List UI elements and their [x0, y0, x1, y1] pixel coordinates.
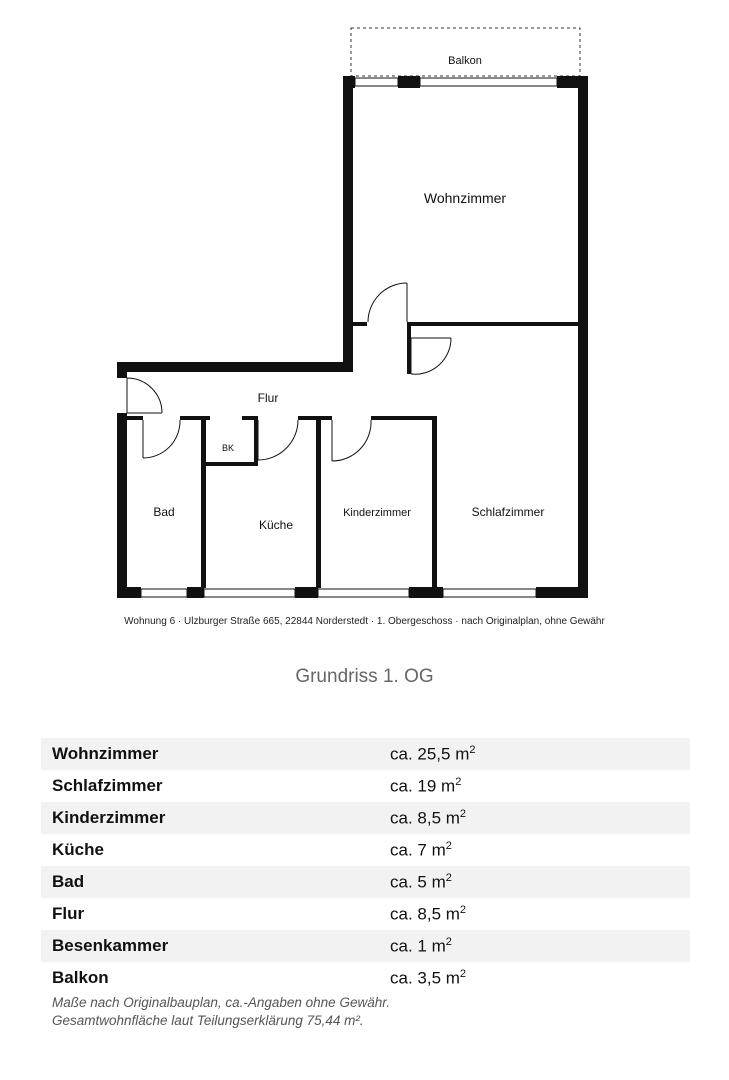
- room-name: Bad: [41, 866, 390, 898]
- room-name: Schlafzimmer: [52, 776, 163, 795]
- table-row: [41, 930, 690, 962]
- room-label-schlafzimmer: Schlafzimmer: [471, 505, 545, 519]
- room-area: ca. 5 $m^2$: [390, 866, 690, 898]
- table-row: [41, 802, 690, 834]
- table-row: [41, 962, 690, 994]
- room-label-balkon: Balkon: [448, 55, 482, 67]
- room-label-bad: Bad: [153, 505, 175, 519]
- room-name: Besenkammer: [41, 930, 390, 962]
- table-row: [41, 770, 690, 802]
- room-label-kinderzimmer: Kinderzimmer: [343, 507, 411, 519]
- exterior-walls: [117, 76, 588, 598]
- table-row: [41, 898, 690, 930]
- plan-caption: Wohnung 6 · Ulzburger Straße 665, 22844 Norderstedt · 1. Obergeschoss · nach Originalplan, ohne Gewähr: [124, 616, 605, 627]
- footnote: [52, 994, 390, 1030]
- room-area: ca. 19 $m^2$: [390, 775, 462, 796]
- room-area: ca. 8,5 $m^2$: [390, 903, 467, 924]
- table-row: [41, 738, 690, 770]
- room-label-bk: BK: [221, 443, 235, 453]
- table-row: [41, 834, 690, 866]
- room-name: Kinderzimmer: [41, 802, 390, 834]
- room-area: ca. 1 $m^2$: [390, 930, 690, 962]
- room-name: Küche: [52, 840, 104, 859]
- room-name: Wohnzimmer: [41, 738, 390, 770]
- room-area: ca. 3,5 $m^2$: [390, 967, 467, 988]
- room-name: Flur: [52, 904, 85, 923]
- room-name: Balkon: [52, 968, 109, 987]
- room-area: ca. 7 $m^2$: [390, 839, 452, 860]
- room-area: ca. 8,5 $m^2$: [390, 802, 690, 834]
- room-label-wohnzimmer: Wohnzimmer: [423, 190, 507, 206]
- footnote-line-1: Maße nach Originalbauplan, ca.-Angaben ohne Gewähr.: [52, 995, 390, 1010]
- area-table: [41, 738, 690, 994]
- footnote-line-2: Gesamtwohnfläche laut Teilungserklärung 75,44 m².: [52, 1013, 364, 1028]
- table-row: [41, 866, 690, 898]
- balcony-outline: [351, 28, 580, 76]
- room-label-flur: Flur: [257, 391, 279, 405]
- room-area: ca. 25,5 $m^2$: [390, 738, 690, 770]
- plan-title: Grundriss 1. OG: [295, 666, 434, 687]
- room-label-kueche: Küche: [258, 518, 294, 532]
